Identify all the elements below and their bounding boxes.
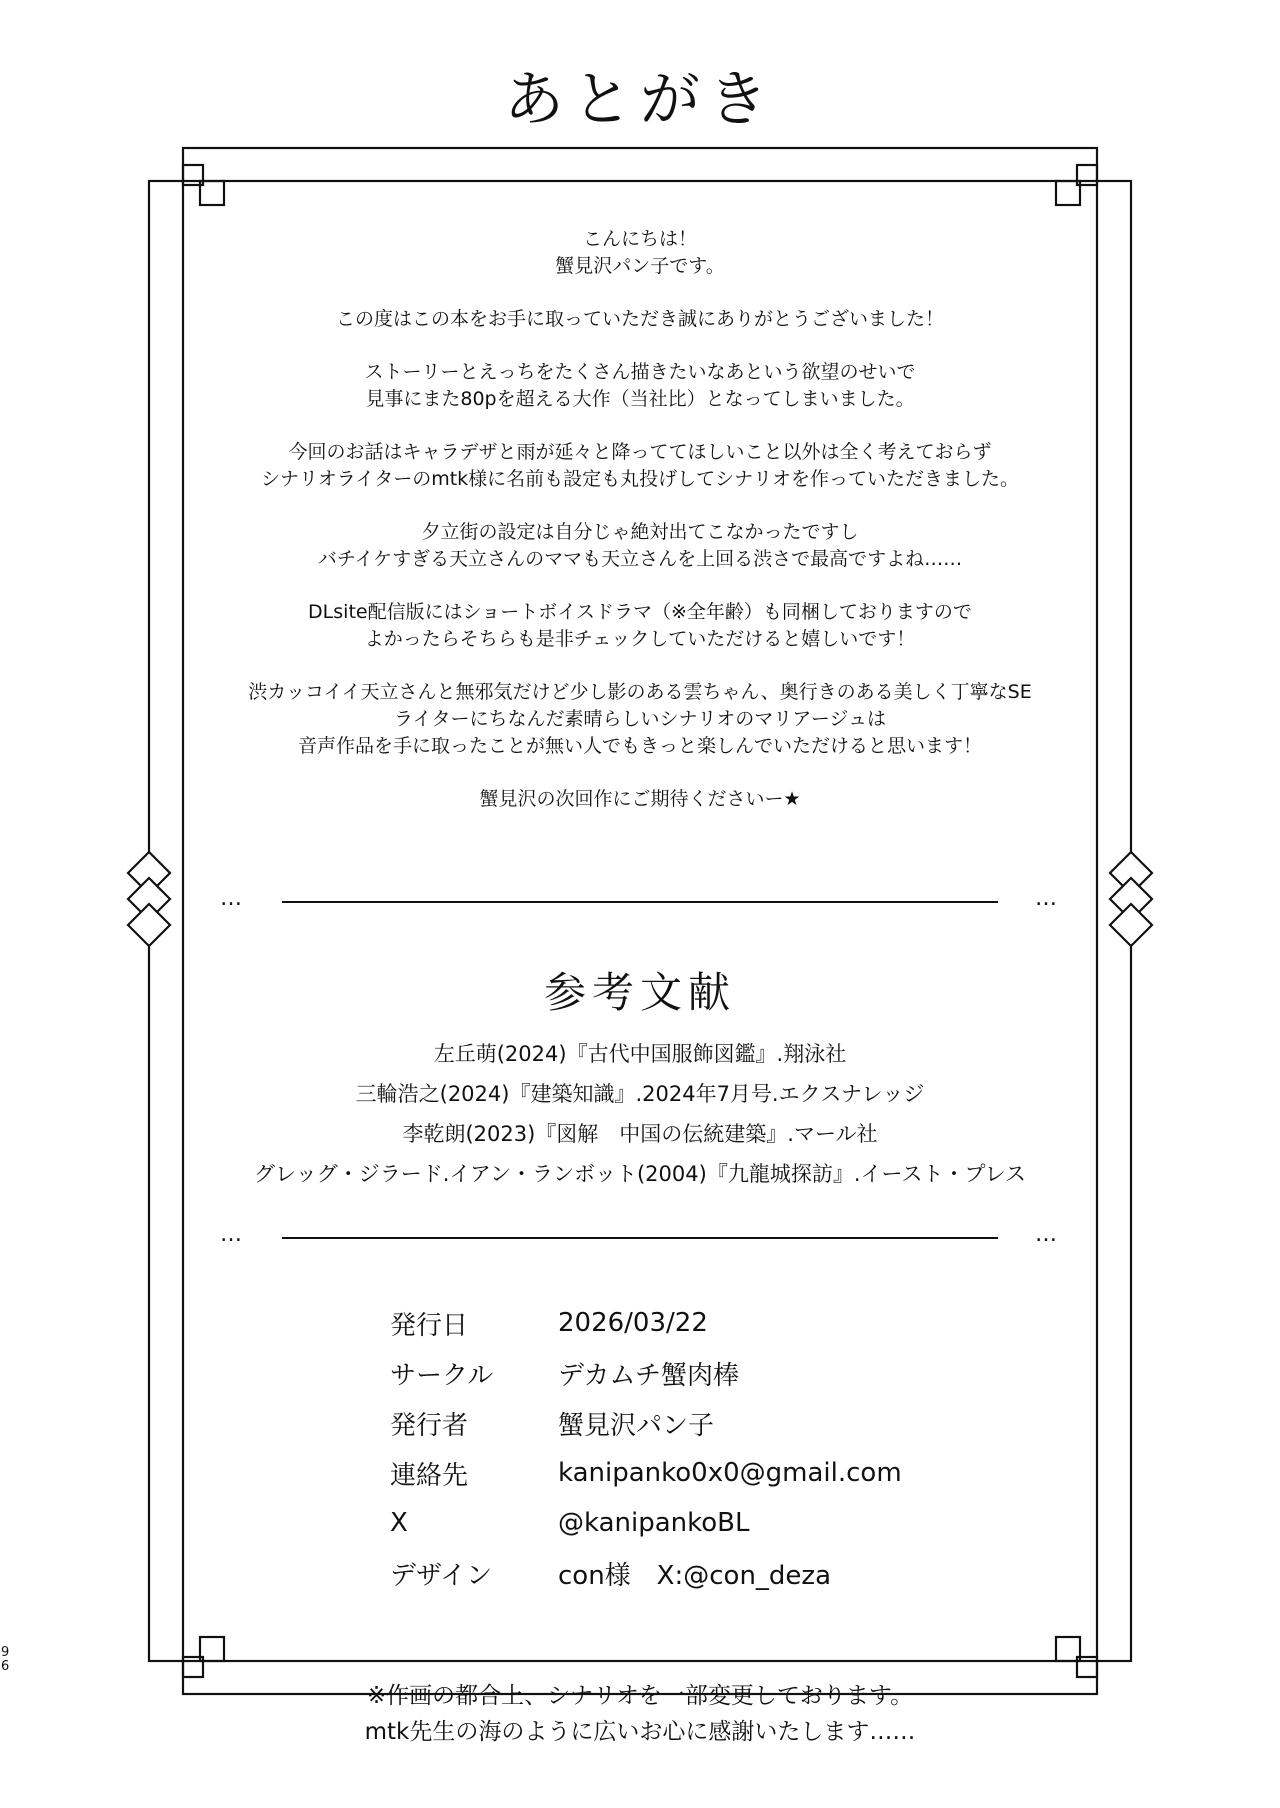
afterword-paragraph: [180, 439, 1100, 493]
text-line: この度はこの本をお手に取っていただき誠にありがとうございました！: [335, 308, 944, 330]
reference-item: 李乾朗(2023)『図解 中国の伝統建築』.マール社: [402, 1122, 878, 1146]
text-line: 見事にまた80pを超える大作（当社比）となってしまいました。: [365, 388, 915, 410]
colophon-row: [390, 1448, 902, 1498]
afterword-paragraph: [180, 226, 1100, 280]
footnote-line: mtk先生の海のように広いお心に感謝いたします……: [364, 1719, 916, 1745]
references-heading: 参考文献: [543, 968, 736, 1017]
frame-diamonds-right: [1110, 852, 1152, 946]
divider-dots-right: …: [1035, 1222, 1060, 1247]
afterword-text: [180, 226, 1100, 839]
colophon-value: デカムチ蟹肉棒: [558, 1360, 739, 1391]
page-title: あとがき: [504, 65, 776, 135]
footnote-line: ※作画の都合上、シナリオを一部変更しております。: [366, 1683, 914, 1709]
text-line: 渋カッコイイ天立さんと無邪気だけど少し影のある雲ちゃん、奥行きのある美しく丁寧なSE: [248, 681, 1032, 703]
afterword-paragraph: [180, 306, 1100, 333]
colophon-row: [390, 1548, 902, 1598]
colophon-label: 発行者: [390, 1410, 469, 1441]
page-number: 96: [1, 1645, 10, 1674]
text-line: 音声作品を手に取ったことが無い人でもきっと楽しんでいただけると思います！: [297, 735, 982, 757]
colophon-value: @kanipankoBL: [558, 1508, 750, 1538]
colophon-label: X: [390, 1508, 408, 1538]
divider-rule: [282, 1237, 998, 1239]
text-line: DLsite配信版にはショートボイスドラマ（※全年齢）も同梱しておりますので: [308, 601, 972, 623]
colophon-row: [390, 1498, 902, 1548]
text-line: こんにちは！: [582, 228, 697, 250]
divider-dots-right: …: [1035, 886, 1060, 911]
colophon-value: con様 X:@con_deza: [558, 1560, 832, 1591]
afterword-paragraph: [180, 519, 1100, 573]
reference-item: グレッグ・ジラード.イアン・ランボット(2004)『九龍城探訪』.イースト・プレス: [254, 1162, 1026, 1186]
text-line: 夕立街の設定は自分じゃ絶対出てこなかったですし: [421, 521, 859, 543]
colophon-label: 発行日: [390, 1310, 469, 1341]
colophon-value: 蟹見沢パン子: [558, 1410, 715, 1441]
colophon-label: サークル: [390, 1360, 494, 1391]
afterword-paragraph: [180, 359, 1100, 413]
text-line: よかったらそちらも是非チェックしていただけると嬉しいです！: [364, 628, 916, 650]
text-line: ストーリーとえっちをたくさん描きたいなあという欲望のせいで: [364, 361, 916, 383]
afterword-paragraph: [180, 679, 1100, 760]
text-line: シナリオライターのmtk様に名前も設定も丸投げしてシナリオを作っていただきました。: [260, 468, 1019, 490]
colophon-value: kanipanko0x0@gmail.com: [558, 1458, 902, 1488]
text-line: 今回のお話はキャラデザと雨が延々と降っててほしいこと以外は全く考えておらず: [288, 441, 992, 463]
divider-rule: [282, 901, 998, 903]
colophon-label: デザイン: [390, 1560, 493, 1591]
frame-diamonds-left: [128, 852, 170, 946]
colophon-row: [390, 1298, 902, 1348]
divider-dots-left: …: [220, 886, 245, 911]
colophon-value: 2026/03/22: [558, 1308, 708, 1338]
divider-dots-left: …: [220, 1222, 245, 1247]
references-list: [180, 1034, 1100, 1194]
reference-item: 左丘萌(2024)『古代中国服飾図鑑』.翔泳社: [433, 1042, 847, 1066]
section-divider-bottom: [220, 1222, 1060, 1248]
text-line: バチイケすぎる天立さんのママも天立さんを上回る渋さで最高ですよね……: [317, 548, 963, 570]
text-line: 蟹見沢パン子です。: [555, 255, 725, 277]
colophon-row: [390, 1398, 902, 1448]
footnote: [0, 1678, 1280, 1750]
section-divider-top: [220, 886, 1060, 912]
colophon-row: [390, 1348, 902, 1398]
text-line: ライターにちなんだ素晴らしいシナリオのマリアージュは: [394, 708, 886, 730]
colophon-label: 連絡先: [390, 1460, 469, 1491]
colophon: [390, 1298, 902, 1598]
reference-item: 三輪浩之(2024)『建築知識』.2024年7月号.エクスナレッジ: [355, 1082, 925, 1106]
afterword-paragraph: [180, 786, 1100, 813]
text-line: 蟹見沢の次回作にご期待くださいー★: [479, 788, 801, 810]
afterword-paragraph: [180, 599, 1100, 653]
